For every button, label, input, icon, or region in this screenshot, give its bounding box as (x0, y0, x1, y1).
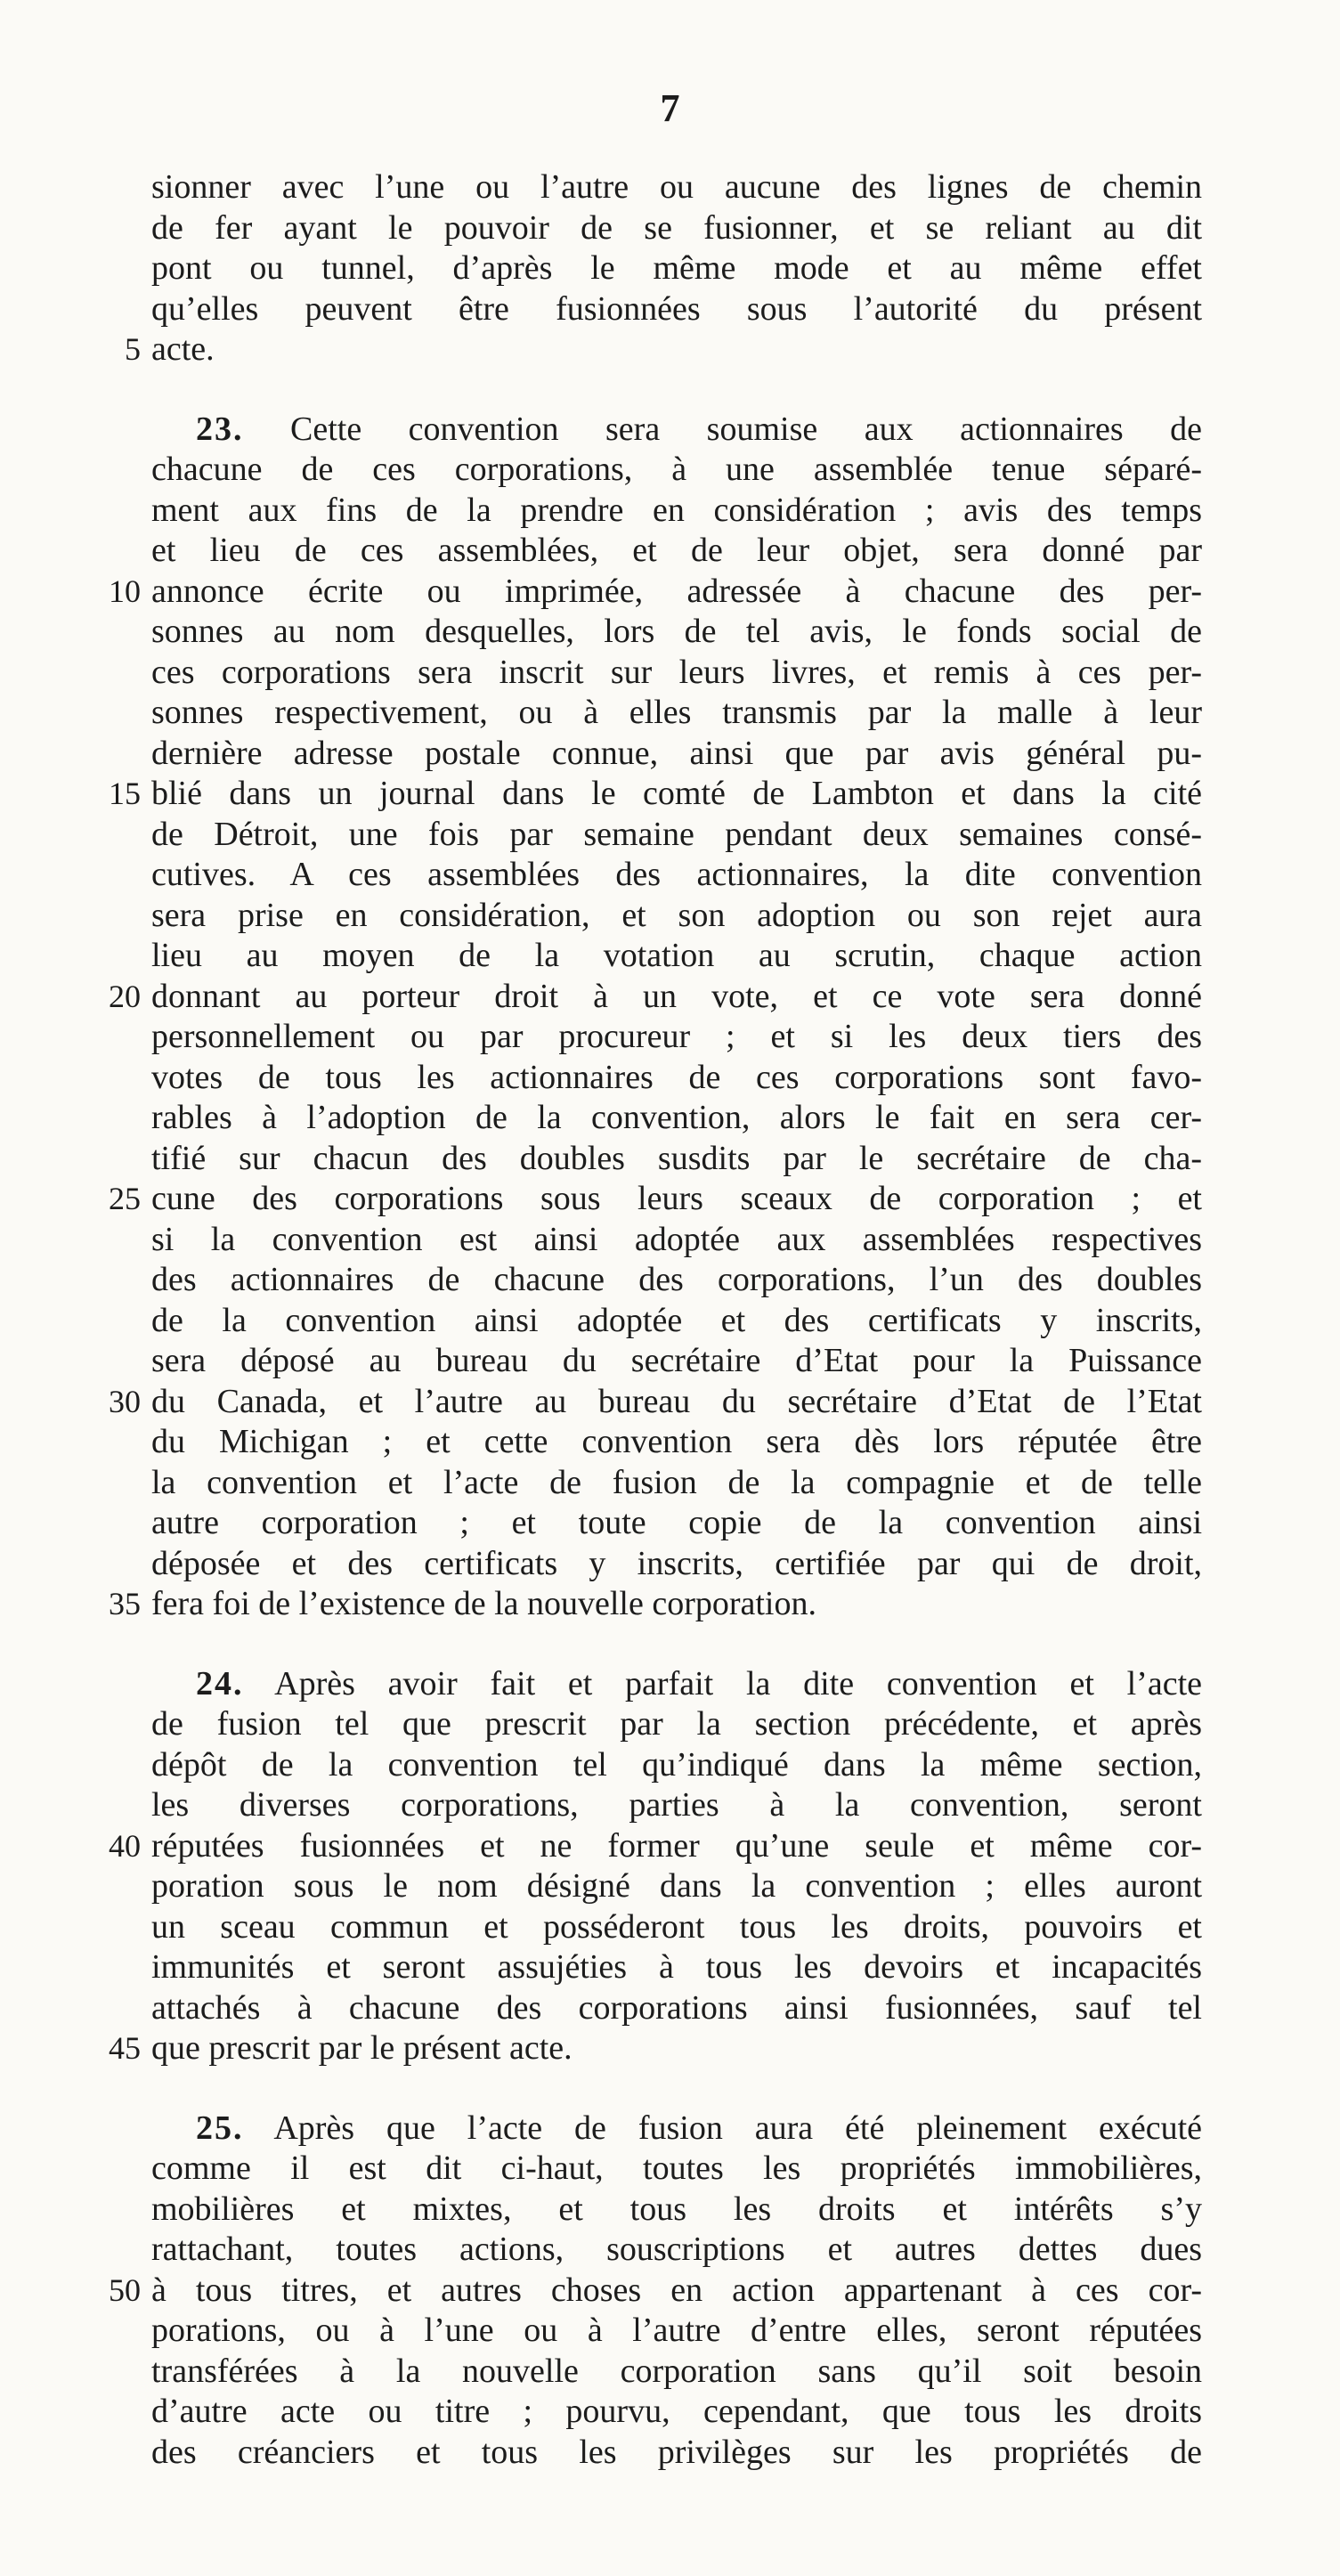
line-text: de Détroit, une fois par semaine pendant deux semaines consé- (151, 815, 1202, 853)
line-text: comme il est dit ci-haut, toutes les propriétés immobilières, (151, 2149, 1202, 2187)
text-line (151, 2149, 1202, 2190)
line-text: de fer ayant le pouvoir de se fusionner, et se reliant au dit (151, 208, 1202, 247)
line-text: lieu au moyen de la votation au scrutin, chaque action (151, 937, 1202, 974)
line-text (151, 410, 1202, 451)
line-text: les diverses corporations, parties à la convention, seront (151, 1786, 1202, 1824)
text-line (151, 1866, 1202, 1907)
text-line (151, 248, 1202, 289)
text-line (151, 2190, 1202, 2231)
line-text: immunités et seront assujéties à tous les devoirs et incapacités (151, 1948, 1202, 1986)
line-text: rables à l’adoption de la convention, alors le fait en sera cer- (151, 1099, 1202, 1136)
text-line (125, 329, 1202, 370)
line-text: chacune de ces corporations, à une assemblée tenue séparé- (151, 451, 1202, 488)
line-text: poration sous le nom désigné dans la convention ; elles auront (151, 1867, 1202, 1905)
text-line (151, 450, 1202, 491)
line-text: sonnes au nom desquelles, lors de tel avis, le fonds social de (151, 613, 1202, 650)
text-line (151, 653, 1202, 694)
section-number: 23. (196, 410, 244, 448)
text-line (151, 1463, 1202, 1504)
text-line (109, 2271, 1202, 2312)
line-text: la convention et l’acte de fusion de la compagnie et de telle (151, 1463, 1202, 1501)
text-line (109, 1179, 1202, 1220)
text-line (151, 208, 1202, 249)
text-line (151, 2109, 1202, 2149)
line-text: votes de tous les actionnaires de ces corporations sont favo- (151, 1058, 1202, 1096)
text-line (151, 1907, 1202, 1948)
section-text: Cette convention sera soumise aux actionnaires de (290, 410, 1203, 448)
line-text: des créanciers et tous les privilèges sur les propriétés de (151, 2433, 1202, 2471)
text-line (151, 167, 1202, 208)
line-text: dernière adresse postale connue, ainsi que par avis général pu- (151, 734, 1202, 772)
text-line (109, 2028, 1202, 2069)
line-text: dépôt de la convention tel qu’indiqué dans la même section, (151, 1745, 1202, 1784)
line-number: 15 (109, 776, 141, 811)
line-number: 10 (109, 573, 141, 609)
line-text: réputées fusionnées et ne former qu’une seule et même cor- (151, 1826, 1202, 1865)
line-text: déposée et des certificats y inscrits, certifiée par qui de droit, (151, 1544, 1202, 1582)
text-line (109, 1382, 1202, 1423)
page-number: 7 (660, 86, 680, 130)
line-text: de la convention ainsi adoptée et des certificats y inscrits, (151, 1301, 1202, 1339)
line-number: 5 (125, 331, 141, 367)
line-number: 25 (109, 1181, 141, 1216)
line-number: 50 (109, 2271, 141, 2308)
line-text: sionner avec l’une ou l’autre ou aucune des lignes de chemin (151, 168, 1202, 206)
text-line (109, 977, 1202, 1018)
line-text: blié dans un journal dans le comté de Lambton et dans la cité (151, 775, 1202, 812)
text-line (151, 2311, 1202, 2352)
line-text: pont ou tunnel, d’après le même mode et au même effet (151, 249, 1202, 287)
line-text: un sceau commun et posséderont tous les droits, pouvoirs et (151, 1907, 1202, 1946)
text-line (109, 774, 1202, 815)
text-line (151, 1988, 1202, 2029)
text-line (151, 1745, 1202, 1786)
line-text: et lieu de ces assemblées, et de leur objet, sera donné par (151, 532, 1202, 569)
paragraph-gap (151, 370, 1202, 410)
text-line (151, 2352, 1202, 2393)
text-line (151, 1139, 1202, 1180)
text-line (109, 1584, 1202, 1625)
line-text: annonce écrite ou imprimée, adressée à chacune des per- (151, 572, 1202, 610)
text-line (151, 1220, 1202, 1261)
text-line (151, 936, 1202, 977)
line-text: donnant au porteur droit à un vote, et ce vote sera donné (151, 977, 1202, 1015)
text-line (151, 2230, 1202, 2271)
line-number: 30 (109, 1383, 141, 1419)
line-text: cutives. A ces assemblées des actionnaires, la dite convention (151, 856, 1202, 893)
section-text: Après que l’acte de fusion aura été pleinement exécuté (273, 2109, 1202, 2147)
text-line (151, 1422, 1202, 1463)
line-text: si la convention est ainsi adoptée aux assemblées respectives (151, 1220, 1202, 1258)
line-text: qu’elles peuvent être fusionnées sous l’autorité du présent (151, 289, 1202, 328)
line-text: d’autre acte ou titre ; pourvu, cependant, que tous les droits (151, 2393, 1202, 2430)
text-line (151, 612, 1202, 653)
text-line (151, 1664, 1202, 1705)
text-line (151, 1017, 1202, 1058)
line-text: à tous titres, et autres choses en action appartenant à ces cor- (151, 2271, 1202, 2309)
text-line (151, 2392, 1202, 2433)
text-line (151, 1341, 1202, 1382)
line-text: attachés à chacune des corporations ainsi fusionnées, sauf tel (151, 1988, 1202, 2027)
text-line (151, 1704, 1202, 1745)
line-text (151, 1664, 1202, 1705)
text-line (151, 1785, 1202, 1826)
line-text: ces corporations sera inscrit sur leurs livres, et remis à ces per- (151, 653, 1202, 691)
line-text: cune des corporations sous leurs sceaux de corporation ; et (151, 1180, 1202, 1217)
line-text (151, 2109, 1202, 2149)
text-line (151, 531, 1202, 572)
line-number: 40 (109, 1827, 141, 1864)
line-text: que prescrit par le présent acte. (151, 2029, 573, 2067)
text-line (151, 491, 1202, 532)
line-text: mobilières et mixtes, et tous les droits et intérêts s’y (151, 2190, 1202, 2228)
section-number: 24. (196, 1664, 244, 1702)
text-line (151, 1058, 1202, 1099)
text-line (151, 734, 1202, 775)
text-line (151, 1260, 1202, 1301)
line-text: personnellement ou par procureur ; et si les deux tiers des (151, 1018, 1202, 1055)
line-number: 20 (109, 978, 141, 1014)
line-number: 35 (109, 1586, 141, 1621)
line-text: porations, ou à l’une ou à l’autre d’entre elles, seront réputées (151, 2312, 1202, 2349)
section-text: Après avoir fait et parfait la dite convention et l’acte (274, 1664, 1202, 1702)
line-text: acte. (151, 330, 215, 368)
line-text: ment aux fins de la prendre en considération ; avis des temps (151, 491, 1202, 529)
text-line (151, 2433, 1202, 2474)
text-line (151, 855, 1202, 896)
text-line (151, 1947, 1202, 1988)
line-text: fera foi de l’existence de la nouvelle corporation. (151, 1585, 816, 1622)
line-text: transférées à la nouvelle corporation sans qu’il soit besoin (151, 2352, 1202, 2390)
text-line (109, 1826, 1202, 1867)
text-line (151, 410, 1202, 451)
text-line (151, 815, 1202, 856)
section-number: 25. (196, 2109, 244, 2147)
text-line (151, 1503, 1202, 1544)
text-line (151, 1301, 1202, 1342)
line-number: 45 (109, 2030, 141, 2066)
line-text: du Canada, et l’autre au bureau du secrétaire d’Etat de l’Etat (151, 1382, 1202, 1420)
text-line (151, 896, 1202, 937)
line-text: tifié sur chacun des doubles susdits par le secrétaire de cha- (151, 1139, 1202, 1177)
line-text: du Michigan ; et cette convention sera dès lors réputée être (151, 1423, 1202, 1460)
line-text: de fusion tel que prescrit par la section précédente, et après (151, 1705, 1202, 1743)
text-line (151, 1544, 1202, 1585)
line-text: autre corporation ; et toute copie de la convention ainsi (151, 1504, 1202, 1541)
paragraph-gap (151, 2069, 1202, 2109)
text-line (151, 693, 1202, 734)
line-text: sonnes respectivement, ou à elles transmis par la malle à leur (151, 694, 1202, 731)
paragraph-gap (151, 1625, 1202, 1664)
line-text: des actionnaires de chacune des corporations, l’un des doubles (151, 1261, 1202, 1298)
document-body (109, 167, 1203, 2473)
text-line (151, 289, 1202, 330)
line-text: sera déposé au bureau du secrétaire d’Etat pour la Puissance (151, 1342, 1202, 1379)
text-line (151, 1098, 1202, 1139)
line-text: sera prise en considération, et son adoption ou son rejet aura (151, 896, 1202, 934)
line-text: rattachant, toutes actions, souscriptions et autres dettes dues (151, 2231, 1202, 2268)
text-line (109, 572, 1202, 613)
